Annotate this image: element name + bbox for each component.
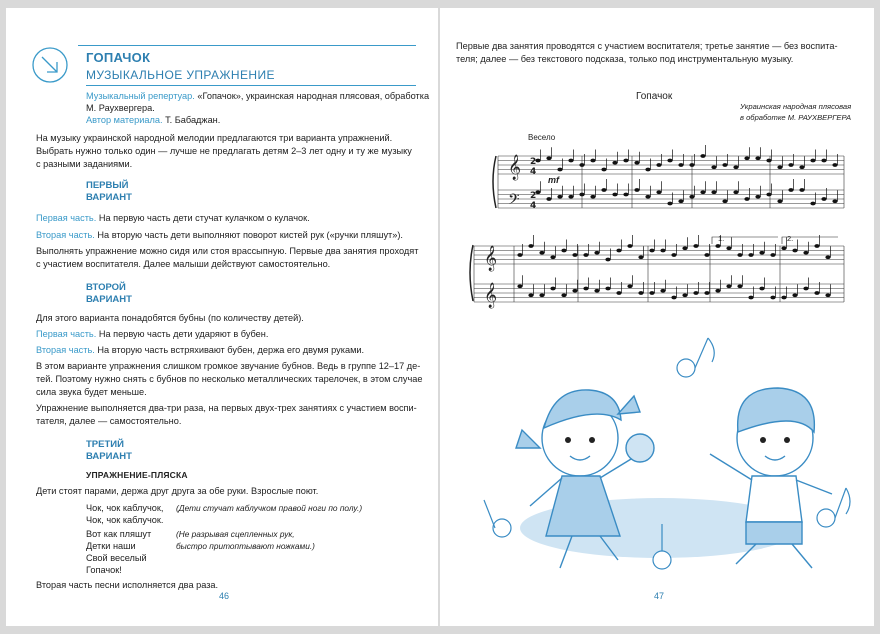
notehead	[546, 156, 551, 160]
intro-line-2: Выбрать нужно только один — лучше не предлагать детям 2–3 лет одну и ту же музыку	[36, 146, 412, 156]
notehead	[550, 287, 555, 291]
right-top-line-2: теля; далее — без текстового подсказа, только под инструментальную музыку.	[456, 54, 794, 64]
notehead	[583, 287, 588, 291]
notehead	[645, 168, 650, 172]
dancing-children-illustration	[440, 328, 874, 618]
author-text: Т. Бабаджан.	[165, 115, 221, 125]
notehead	[715, 244, 720, 248]
verse1-note: (Дети стучат каблучком правой ноги по полу.)	[176, 503, 363, 513]
v2-note-2: тей. Поэтому нужно снять с бубнов по несколько металлических тарелочек, в этом случае	[36, 374, 423, 384]
notehead	[711, 165, 716, 169]
notehead	[744, 156, 749, 160]
notehead	[693, 244, 698, 248]
notehead	[601, 188, 606, 192]
notehead	[594, 251, 599, 255]
notehead	[832, 163, 837, 167]
v3-intro: Дети стоят парами, держа друг друга за обе руки. Взрослые поют.	[36, 486, 319, 496]
notehead	[583, 253, 588, 257]
dynamic-marking: mf	[548, 175, 559, 185]
notehead	[612, 193, 617, 197]
notehead	[656, 190, 661, 194]
notehead	[792, 249, 797, 253]
v1-part1	[36, 212, 310, 225]
notehead	[722, 199, 727, 203]
notehead	[627, 244, 632, 248]
notehead	[550, 255, 555, 259]
verse2-line-1: Вот как пляшут	[86, 529, 152, 539]
notehead	[579, 163, 584, 167]
intro-line-3: с разными заданиями.	[36, 159, 133, 169]
v1-part2-text: На вторую часть дети выполняют поворот кистей рук («ручки пляшут»).	[97, 230, 403, 240]
notehead	[561, 293, 566, 297]
notehead	[682, 293, 687, 297]
notehead	[814, 244, 819, 248]
notehead	[634, 161, 639, 165]
notehead	[546, 197, 551, 201]
svg-text:𝄞: 𝄞	[484, 246, 498, 271]
score-title: Гопачок	[636, 91, 673, 102]
notehead	[792, 293, 797, 297]
notehead	[579, 193, 584, 197]
v2-part1	[36, 328, 268, 341]
notehead	[660, 249, 665, 253]
notehead	[645, 195, 650, 199]
notehead	[722, 163, 727, 167]
v3-subtitle: УПРАЖНЕНИЕ-ПЛЯСКА	[86, 470, 188, 480]
notehead	[634, 188, 639, 192]
notehead	[689, 195, 694, 199]
notehead	[825, 293, 830, 297]
notehead	[737, 284, 742, 288]
notehead	[678, 199, 683, 203]
verse1-line-2: Чок, чок каблучок.	[86, 515, 164, 525]
v2-part2-label: Вторая часть.	[36, 345, 95, 355]
right-top-line-1: Первые два занятия проводятся с участием воспитателя; третье занятие — без воспита-	[456, 41, 838, 51]
verse1-line-1: Чок, чок каблучок,	[86, 503, 164, 513]
v1-part1-label: Первая часть.	[36, 213, 97, 223]
notehead	[777, 199, 782, 203]
repertoire-label: Музыкальный репертуар.	[86, 91, 195, 101]
score-credit-2: в обработке М. РАУХВЕРГЕРА	[740, 113, 852, 122]
notehead	[781, 246, 786, 250]
notehead	[755, 156, 760, 160]
variant3-title-2: ВАРИАНТ	[86, 451, 132, 462]
notehead	[590, 195, 595, 199]
repertoire-text: «Гопачок», украинская народная плясовая, обработка	[197, 91, 430, 101]
page-number-left: 46	[219, 591, 230, 601]
page-number-right: 47	[654, 591, 665, 601]
variant2-title-1: ВТОРОЙ	[86, 282, 126, 293]
notehead	[814, 291, 819, 295]
notehead	[810, 202, 815, 206]
repertoire-line-2: М. Раухвергера.	[86, 103, 155, 113]
notehead	[561, 249, 566, 253]
variant1-title-2: ВАРИАНТ	[86, 192, 132, 203]
notehead	[700, 154, 705, 158]
notehead	[572, 289, 577, 293]
notehead	[825, 255, 830, 259]
right-page	[440, 8, 874, 626]
svg-text:𝄞: 𝄞	[484, 283, 498, 308]
notehead	[590, 159, 595, 163]
notehead	[704, 253, 709, 257]
v2-part1-label: Первая часть.	[36, 329, 97, 339]
notehead	[601, 168, 606, 172]
notehead	[693, 291, 698, 295]
notehead	[627, 284, 632, 288]
notehead	[748, 296, 753, 300]
notehead	[726, 284, 731, 288]
v2-part2-text: На вторую часть встряхивают бубен, держа его двумя руками.	[97, 345, 365, 355]
notehead	[671, 296, 676, 300]
notehead	[649, 249, 654, 253]
verse2-line-3: Свой веселый	[86, 553, 147, 563]
notehead	[638, 291, 643, 295]
notehead	[810, 159, 815, 163]
notehead	[715, 289, 720, 293]
v2-note-3: сила звука будет меньше.	[36, 387, 147, 397]
score-credit-1: Украинская народная плясовая	[740, 102, 852, 111]
left-page	[6, 8, 438, 626]
notehead	[528, 244, 533, 248]
notehead	[799, 188, 804, 192]
notehead	[770, 296, 775, 300]
notehead	[612, 161, 617, 165]
verse2-note-2: быстро притоптывают ножками.)	[176, 541, 315, 551]
notehead	[671, 253, 676, 257]
svg-text:𝄞: 𝄞	[508, 155, 522, 180]
notehead	[777, 165, 782, 169]
v2-note2-2: тателя, далее — самостоятельно.	[36, 416, 182, 426]
notehead	[557, 168, 562, 172]
v2-part1-text: На первую часть дети ударяют в бубен.	[98, 329, 269, 339]
notehead	[759, 251, 764, 255]
header-rule	[78, 45, 416, 46]
svg-text:4: 4	[530, 201, 537, 211]
notehead	[638, 255, 643, 259]
notehead	[678, 163, 683, 167]
tempo-marking: Весело	[528, 133, 556, 142]
notehead	[770, 253, 775, 257]
notehead	[667, 159, 672, 163]
notehead	[605, 287, 610, 291]
notehead	[568, 195, 573, 199]
notehead	[572, 253, 577, 257]
notehead	[689, 163, 694, 167]
notehead	[781, 296, 786, 300]
v1-note-2: с участием воспитателя. Далее малыши действуют самостоятельно.	[36, 259, 331, 269]
volta-2-label: 2.	[787, 234, 794, 243]
v2-note2-1: Упражнение выполняется два-три раза, на первых двух-трех занятиях с участием воспи-	[36, 403, 417, 413]
svg-text:2: 2	[530, 157, 537, 167]
notehead	[557, 195, 562, 199]
v1-part2-label: Вторая часть.	[36, 230, 95, 240]
svg-text:2: 2	[530, 191, 537, 201]
notehead	[788, 163, 793, 167]
notehead	[759, 287, 764, 291]
notehead	[700, 190, 705, 194]
author-line	[86, 114, 220, 127]
notehead	[726, 246, 731, 250]
notehead	[711, 190, 716, 194]
notehead	[744, 197, 749, 201]
notehead	[649, 291, 654, 295]
notehead	[594, 289, 599, 293]
notehead	[568, 159, 573, 163]
notehead	[821, 197, 826, 201]
verse2-note-1: (Не разрывая сцепленных рук,	[176, 529, 295, 539]
notehead	[832, 199, 837, 203]
svg-text:4: 4	[530, 167, 537, 177]
intro-line-1: На музыку украинской народной мелодии предлагаются три варианта упражнений.	[36, 133, 393, 143]
notehead	[528, 293, 533, 297]
notehead	[517, 253, 522, 257]
notehead	[733, 190, 738, 194]
notehead	[803, 287, 808, 291]
v3-end: Вторая часть песни исполняется два раза.	[36, 580, 219, 590]
notehead	[682, 246, 687, 250]
notehead	[605, 258, 610, 262]
notehead	[766, 193, 771, 197]
notehead	[733, 165, 738, 169]
author-label: Автор материала.	[86, 115, 163, 125]
notehead	[660, 289, 665, 293]
volta-1-label: 1.	[718, 234, 725, 243]
notehead	[539, 251, 544, 255]
notehead	[788, 188, 793, 192]
notehead	[616, 291, 621, 295]
verse2-line-4: Гопачок!	[86, 565, 122, 575]
subtitle-rule	[86, 85, 416, 86]
notehead	[656, 163, 661, 167]
svg-text:𝄢: 𝄢	[508, 191, 520, 212]
notehead	[821, 159, 826, 163]
variant3-title-1: ТРЕТИЙ	[86, 439, 124, 450]
notehead	[799, 165, 804, 169]
notehead	[623, 159, 628, 163]
verse2-line-2: Детки наши	[86, 541, 136, 551]
notehead	[517, 284, 522, 288]
notehead	[616, 249, 621, 253]
variant2-title-2: ВАРИАНТ	[86, 294, 132, 305]
page-title: ГОПАЧОК	[86, 50, 151, 65]
v1-part2	[36, 229, 403, 242]
v1-part1-text: На первую часть дети стучат кулачком о кулачок.	[98, 213, 310, 223]
notehead	[766, 159, 771, 163]
notehead	[755, 195, 760, 199]
page-subtitle: МУЗЫКАЛЬНОЕ УПРАЖНЕНИЕ	[86, 68, 275, 82]
notehead	[748, 253, 753, 257]
notehead	[803, 251, 808, 255]
notehead	[539, 293, 544, 297]
notehead	[667, 202, 672, 206]
v2-need: Для этого варианта понадобятся бубны (по количеству детей).	[36, 313, 304, 323]
variant1-title-1: ПЕРВЫЙ	[86, 180, 129, 191]
arrow-down-right-icon	[30, 45, 70, 85]
notehead	[704, 291, 709, 295]
notehead	[737, 253, 742, 257]
notehead	[623, 193, 628, 197]
v2-part2	[36, 344, 364, 357]
music-score	[440, 8, 874, 328]
v2-note-1: В этом варианте упражнения слишком громкое звучание бубнов. Ведь в группе 12–17 де-	[36, 361, 421, 371]
v1-note-1: Выполнять упражнение можно сидя или стоя врассыпную. Первые два занятия проходят	[36, 246, 419, 256]
